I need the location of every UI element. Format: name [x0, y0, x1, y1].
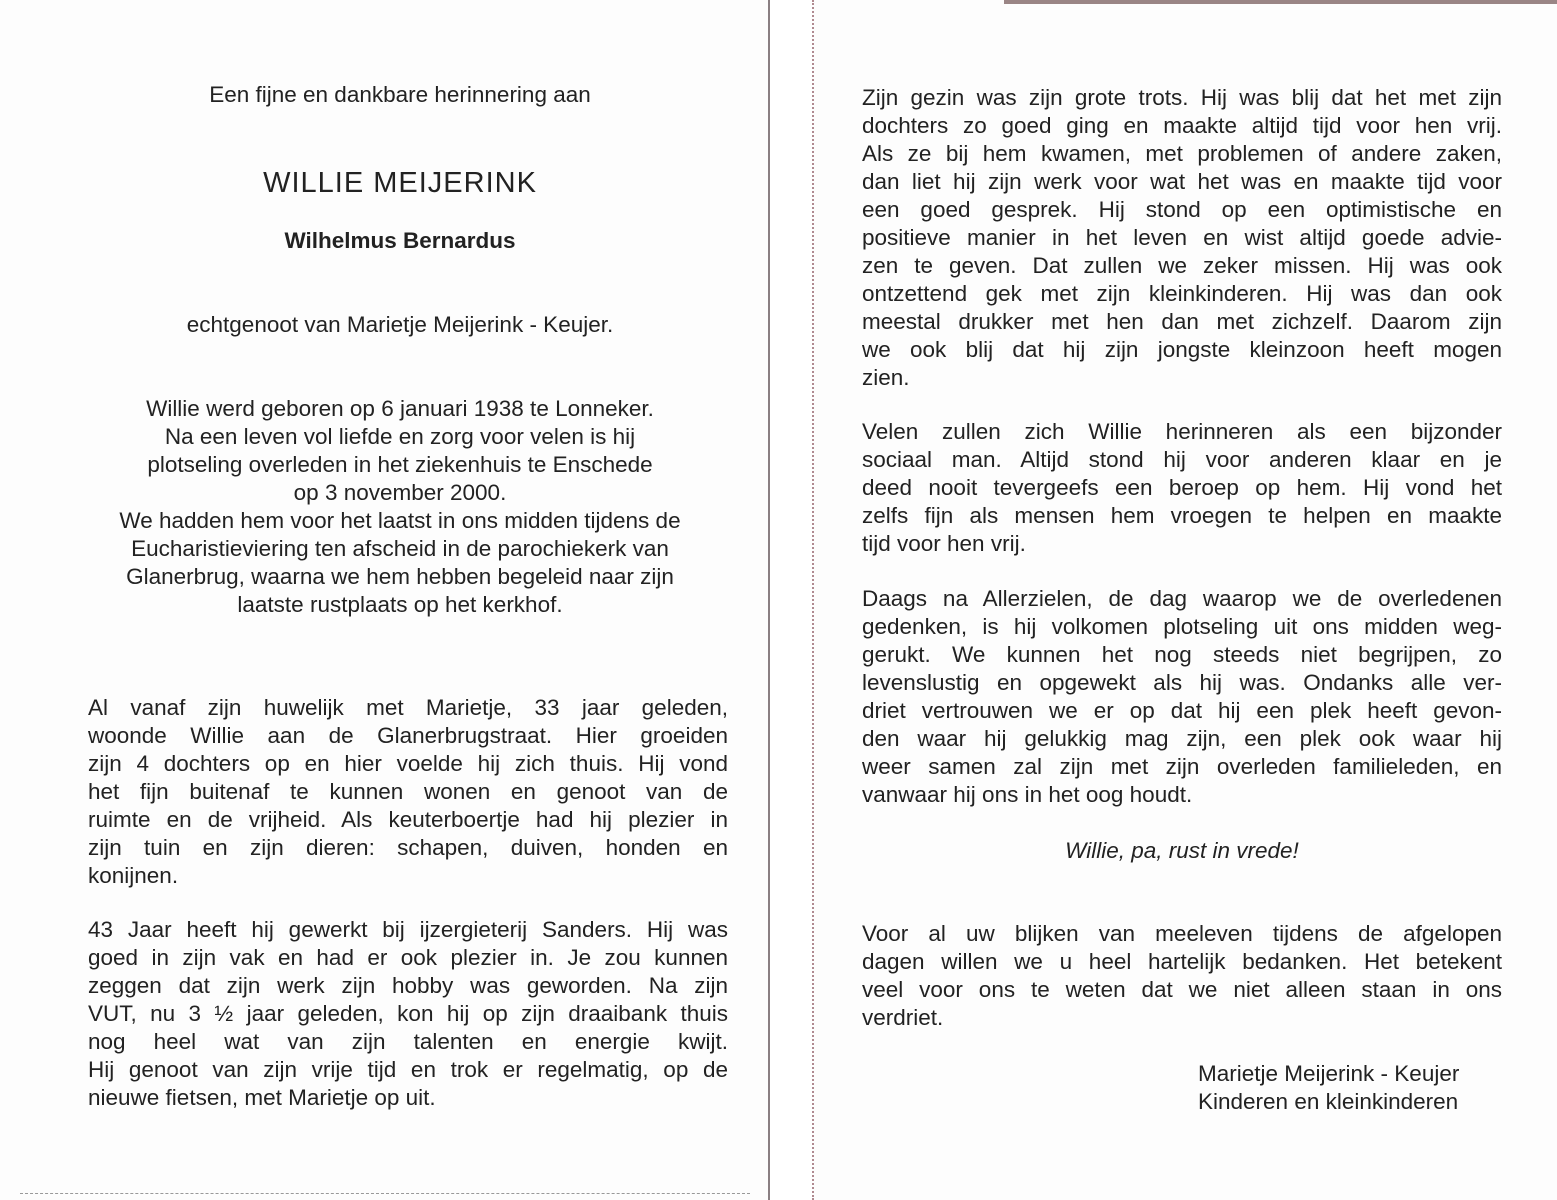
text-line: laatste rustplaats op het kerkhof. — [237, 592, 563, 617]
text-line: 43 Jaar heeft hij gewerkt bij ijzergieterij Sanders. Hij was — [88, 917, 728, 942]
text-line: woonde Willie aan de Glanerbrugstraat. Hier groeiden — [88, 723, 728, 748]
text-line: nieuwe fietsen, met Marietje op uit. — [88, 1085, 436, 1110]
name-line: WILLIE MEIJERINK — [263, 167, 537, 199]
text-line: Glanerbrug, waarna we hem hebben begeleid naar zijn — [126, 564, 674, 589]
text-line: Voor al uw blijken van meeleven tijdens de afgelopen — [862, 921, 1502, 946]
text-line: Na een leven vol liefde en zorg voor velen is hij — [164, 424, 636, 449]
text-line: driet vertrouwen we er op dat hij een plek heeft gevon- — [862, 698, 1502, 723]
right-card-page — [812, 0, 1557, 1200]
top-edge — [1004, 0, 1557, 4]
text-line: den waar hij gelukkig mag zijn, een plek ook waar hij — [862, 726, 1502, 751]
text-line: Al vanaf zijn huwelijk met Marietje, 33 jaar geleden, — [88, 695, 728, 720]
text-line: sociaal man. Altijd stond hij voor anderen klaar en je — [862, 447, 1502, 472]
text-line: goed in zijn vak en had er ook plezier in. Je zou kunnen — [88, 945, 728, 970]
text-line: nog heel wat van zijn talenten en energie kwijt. — [88, 1029, 728, 1054]
text-line: Zijn gezin was zijn grote trots. Hij was blij dat het met zijn — [862, 85, 1502, 110]
text-line: Hij genoot van zijn vrije tijd en trok er regelmatig, op de — [88, 1057, 728, 1082]
spouse-text — [0, 311, 800, 339]
text-line: VUT, nu 3 ½ jaar geleden, kon hij op zijn draaibank thuis — [88, 1001, 728, 1026]
text-line: ontzettend gek met zijn kleinkinderen. Hij was dan ook — [862, 281, 1502, 306]
text-line: gerukt. We kunnen het nog steeds niet begrijpen, zo — [862, 642, 1502, 667]
farewell — [862, 837, 1502, 865]
text-line: tijd voor hen vrij. — [862, 531, 1026, 556]
paragraph-social — [862, 418, 1502, 558]
intro-text — [0, 81, 800, 109]
text-line: Kinderen en kleinkinderen — [1198, 1089, 1459, 1114]
text-line: gedenken, is hij volkomen plotseling uit ons midden weg- — [862, 614, 1502, 639]
signature — [1198, 1060, 1459, 1116]
paragraph-passing — [862, 585, 1502, 809]
paragraph-work — [88, 916, 728, 1112]
paragraph-marriage — [88, 694, 728, 890]
intro-line: Een fijne en dankbare herinnering aan — [209, 82, 591, 107]
text-line: Eucharistieviering ten afscheid in de parochiekerk van — [131, 536, 669, 561]
deceased-name — [0, 166, 800, 200]
paragraph-family — [862, 84, 1502, 392]
text-line: dochters zo goed ging en maakte altijd tijd voor hen vrij. — [862, 113, 1502, 138]
text-line: zijn 4 dochters op en hier voelde hij zich thuis. Hij vond — [88, 751, 728, 776]
text-line: veel voor ons te weten dat we niet alleen staan in ons — [862, 977, 1502, 1002]
text-line: Willie werd geboren op 6 januari 1938 te Lonneker. — [146, 396, 654, 421]
text-line: weer samen zal zijn met zijn overleden familieleden, en — [862, 754, 1502, 779]
left-card-page — [0, 0, 770, 1200]
text-line: op 3 november 2000. — [293, 480, 507, 505]
text-line: dagen willen we u heel hartelijk bedanken. Het betekent — [862, 949, 1502, 974]
text-line: Daags na Allerzielen, de dag waarop we de overledenen — [862, 586, 1502, 611]
divider — [20, 1193, 750, 1194]
text-line: konijnen. — [88, 863, 179, 888]
text-line: het fijn buitenaf te kunnen wonen en genoot van de — [88, 779, 728, 804]
text-line: Marietje Meijerink - Keujer — [1198, 1061, 1460, 1086]
full-name — [0, 227, 800, 255]
text-line: zeggen dat zijn werk zijn hobby was geworden. Na zijn — [88, 973, 728, 998]
text-line: vanwaar hij ons in het oog houdt. — [862, 782, 1193, 807]
full-name-line: Wilhelmus Bernardus — [284, 228, 516, 253]
text-line: zien. — [862, 365, 910, 390]
text-line: verdriet. — [862, 1005, 944, 1030]
text-line: we ook blij dat hij zijn jongste kleinzoon heeft mogen — [862, 337, 1502, 362]
text-line: Als ze bij hem kwamen, met problemen of andere zaken, — [862, 141, 1502, 166]
text-line: levenslustig en opgewekt als hij was. Ondanks alle ver- — [862, 670, 1502, 695]
text-line: meestal drukker met hen dan met zichzelf. Daarom zijn — [862, 309, 1502, 334]
text-line: zen te geven. Dat zullen we zeker missen. Hij was ook — [862, 253, 1502, 278]
bio-centered — [0, 395, 800, 619]
text-line: plotseling overleden in het ziekenhuis te Enschede — [147, 452, 653, 477]
paragraph-thanks — [862, 920, 1502, 1032]
spouse-line: echtgenoot van Marietje Meijerink - Keujer. — [186, 312, 614, 337]
text-line: We hadden hem voor het laatst in ons midden tijdens de — [119, 508, 681, 533]
text-line: deed nooit tevergeefs een beroep op hem. Hij vond het — [862, 475, 1502, 500]
text-line: Velen zullen zich Willie herinneren als een bijzonder — [862, 419, 1502, 444]
text-line: zelfs fijn als mensen hem vroegen te helpen en maakte — [862, 503, 1502, 528]
text-line: een goed gesprek. Hij stond op een optimistische en — [862, 197, 1502, 222]
text-line: zijn tuin en zijn dieren: schapen, duiven, honden en — [88, 835, 728, 860]
text-line: positieve manier in het leven en wist altijd goede advie- — [862, 225, 1502, 250]
text-line: ruimte en de vrijheid. Als keuterboertje had hij plezier in — [88, 807, 728, 832]
farewell-line: Willie, pa, rust in vrede! — [1065, 838, 1299, 863]
text-line: dan liet hij zijn werk voor wat het was en maakte tijd voor — [862, 169, 1502, 194]
